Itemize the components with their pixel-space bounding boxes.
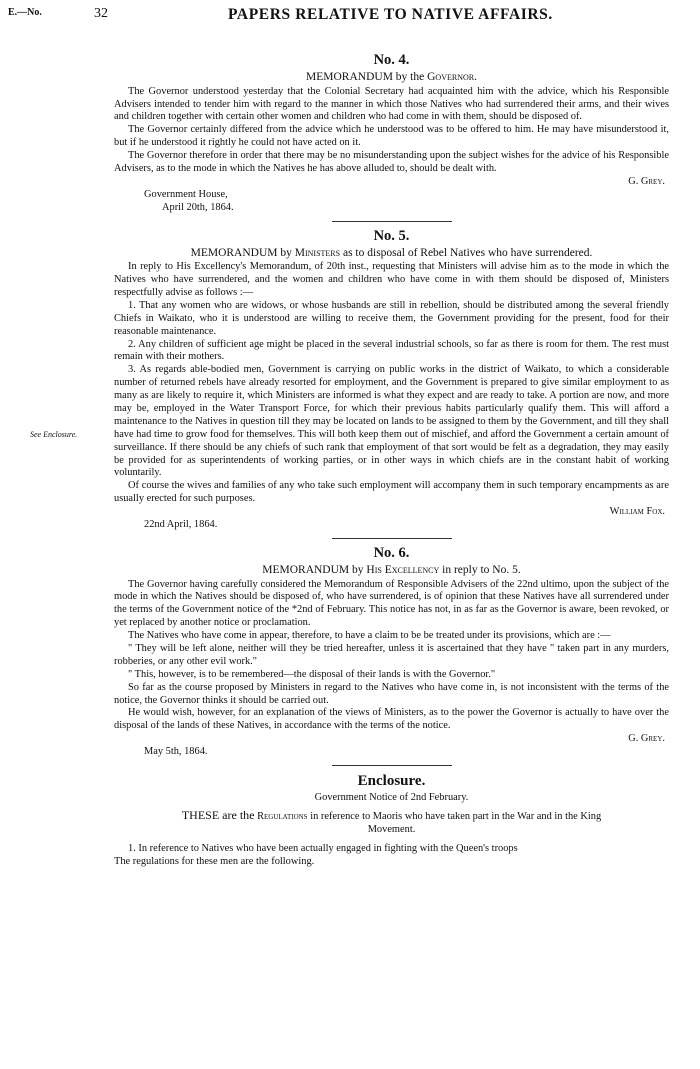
- signature: G. Grey.: [628, 733, 665, 745]
- date-line: April 20th, 1864.: [162, 201, 234, 213]
- paragraph: The Governor understood yesterday that the Colonial Secretary had acquainted him with the advice, which his Responsible Advisers intended to tender him with regard to the manner in which those Natives who had surrendered their arms, and their wives and children together with certain other women and children who had come in with them, should be disposed of.: [114, 85, 669, 123]
- regulations-intro-line2: Movement.: [367, 824, 416, 836]
- heading-text: MEMORANDUM by: [262, 564, 364, 577]
- memo-heading: [114, 70, 669, 84]
- paragraph: 1. That any women who are widows, or whose husbands are still in rebellion, should be distributed among the several friendly Chiefs in Waikato, who it is understood are willing to receive them, the Government providing for the present, food for their reasonable maintenance.: [114, 299, 669, 337]
- quoted-paragraph: " They will be left alone, neither will they be tried hereafter, unless it is ascertained that they have " taken part in any murders, robberies, or any other evil work.": [114, 642, 669, 667]
- regulations-intro: [114, 808, 669, 824]
- memo-heading: [114, 563, 669, 577]
- signature: William Fox.: [609, 506, 665, 518]
- running-title: PAPERS RELATIVE TO NATIVE AFFAIRS.: [228, 6, 553, 23]
- paragraph: The Governor therefore in order that there may be no misunderstanding upon the subject wishes for the advice of his Responsible Advisers, as to the mode in which the Natives he has above alluded to, should be dealt with.: [114, 150, 669, 174]
- paragraph: 1. In reference to Natives who have been actually engaged in fighting with the Queen's troops: [128, 843, 518, 855]
- paragraph: The Natives who have come in appear, therefore, to have a claim to be be treated under its provisions, which are :—: [128, 630, 611, 642]
- heading-smallcaps: Ministers: [294, 246, 341, 259]
- enclosure-title: Enclosure.: [357, 773, 426, 789]
- heading-text: as to disposal of Rebel Natives who have surrendered.: [342, 246, 593, 259]
- paragraph: He would wish, however, for an explanation of the views of Ministers, as to the power the Governor is actually to have over the disposal of the lands of these Natives, in accordance with the terms of the notice.: [114, 707, 669, 732]
- memo-number: No. 6.: [373, 544, 410, 561]
- section-divider: [332, 765, 452, 766]
- section-divider: [332, 538, 452, 539]
- heading-text: in reply to No. 5.: [442, 564, 521, 577]
- quoted-paragraph: " This, however, is to be remembered—the disposal of their lands is with the Governor.": [128, 668, 496, 680]
- margin-note: See Enclosure.: [30, 430, 78, 439]
- date-line: 22nd April, 1864.: [144, 519, 218, 530]
- body-column: [114, 52, 669, 869]
- memo-number: No. 4.: [373, 52, 410, 68]
- intro-smallcaps: Regulations: [257, 811, 308, 823]
- signature: G. Grey.: [628, 175, 665, 187]
- heading-smallcaps: Governor.: [427, 71, 477, 84]
- date-line: May 5th, 1864.: [144, 746, 208, 758]
- heading-text: MEMORANDUM by the: [306, 71, 425, 84]
- page-header: [0, 5, 700, 25]
- paragraph: The Governor certainly differed from the advice which he understood was to be offered to him. He may have misunderstood it, but if he understood it rightly he could not have acted on it.: [114, 124, 669, 149]
- paragraph: The Governor having carefully considered the Memorandum of Responsible Advisers of the 22nd ultimo, upon the subject of the mode in which the Natives should be disposed of, who have surrendered, is of opinion that these Natives have all surrendered under the terms of the Government notice of the *2nd of February. This notice has not, in as far as the Governor is aware, been revoked, or yet replaced by another notice or proclamation.: [114, 578, 669, 629]
- paragraph: In reply to His Excellency's Memorandum, of 20th inst., requesting that Ministers will advise him as to the mode in which the Natives who have surrendered, and the women and children who have come in with them should be disposed of, Ministers respectfully advise as follows :—: [114, 261, 669, 298]
- session-ref: E.—No.: [8, 7, 42, 18]
- memorandum-6: [114, 545, 669, 759]
- enclosure-subtitle: Government Notice of 2nd February.: [314, 791, 469, 803]
- heading-text: MEMORANDUM by: [190, 246, 292, 259]
- memo-heading: [114, 246, 669, 260]
- paragraph: The regulations for these men are the following.: [114, 856, 315, 868]
- page-number: 32: [94, 6, 108, 21]
- paragraph: 2. Any children of sufficient age might be placed in the several industrial schools, so far as there is room for them. The rest must remain with their mothers.: [114, 338, 669, 363]
- heading-smallcaps: His Excellency: [366, 564, 440, 577]
- paragraph: 3. As regards able-bodied men, Government is carrying on public works in the district of Waikato, to which a considerable number of returned rebels have already resorted for employment, and the Government is prepared to give similar employment to as many as are likely to require it, which Ministers are informed is what they expect and are ready to take. A portion are now, and more may be, employed in the Water Transport Force, for which their previous habits particularly qualify them. This will afford a maintenance to the Natives in question till they may be located on lands to be assigned to them by the Government, and till they shall have had time to grow food for themselves. This will both keep them out of mischief, and afford the Government a certain amount of surveillance. If there should be any chiefs of such rank that employment of that sort would be felt as a degradation, they may easily be provided for as superintendents of working parties, or in other ways in which chiefs are in the constant habit of working voluntarily.: [114, 364, 669, 479]
- section-divider: [332, 221, 452, 222]
- memorandum-4: [114, 52, 669, 215]
- paragraph: Of course the wives and families of any who take such employment will accompany them in such temporary encampments as are usually erected for such purposes.: [114, 480, 669, 505]
- memorandum-5: [114, 228, 669, 532]
- paragraph: So far as the course proposed by Ministers in regard to the Natives who have come in, is not inconsistent with the terms of the notice, the Governor thinks it should be carried out.: [114, 681, 669, 706]
- intro-text: THESE are the: [181, 808, 255, 823]
- memo-number: No. 5.: [373, 227, 410, 244]
- place-line: Government House,: [144, 188, 228, 200]
- enclosure: [114, 772, 669, 869]
- intro-text: in reference to Maoris who have taken part in the War and in the King: [310, 811, 602, 823]
